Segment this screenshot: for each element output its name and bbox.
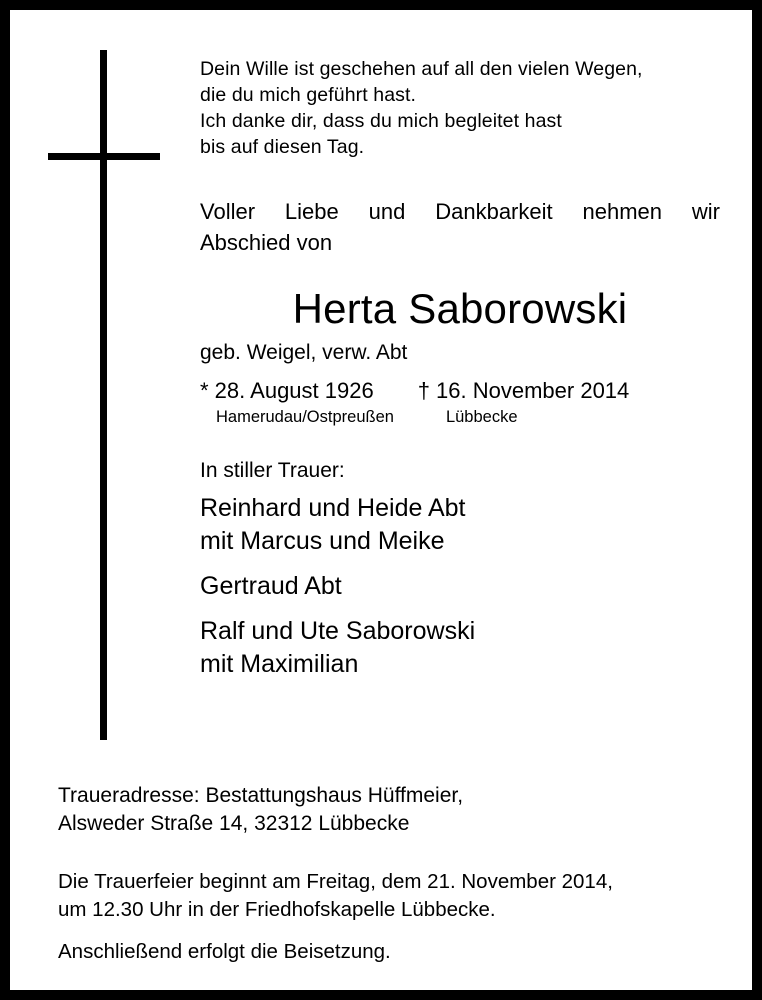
notice-inner <box>10 10 752 990</box>
address-line-1: Traueradresse: Bestattungshaus Hüffmeier, <box>58 784 464 807</box>
mourner-group <box>200 570 745 603</box>
verse-line-3: Ich danke dir, dass du mich begleitet hast <box>200 110 562 132</box>
verse-line-1: Dein Wille ist geschehen auf all den vielen Wegen, <box>200 58 643 80</box>
life-dates <box>200 378 745 404</box>
ceremony-line-3: Anschließend erfolgt die Beisetzung. <box>58 940 391 963</box>
mourner-line: Reinhard und Heide Abt <box>200 494 466 522</box>
mourner-line: mit Marcus und Meike <box>200 527 445 555</box>
birth-date: * 28. August 1926 <box>200 378 374 403</box>
intro-block <box>200 196 720 258</box>
mourner-line: Gertraud Abt <box>200 572 342 600</box>
mourning-label: In stiller Trauer: <box>200 459 345 482</box>
mourner-line: Ralf und Ute Saborowski <box>200 617 476 645</box>
mourning-address <box>58 782 738 838</box>
verse-line-2: die du mich geführt hast. <box>200 84 417 106</box>
ceremony-line-2: um 12.30 Uhr in der Friedhofskapelle Lübbecke. <box>58 898 496 921</box>
deceased-name: Herta Saborowski <box>292 285 628 332</box>
address-line-2: Alsweder Straße 14, 32312 Lübbecke <box>58 812 410 835</box>
birth-place: Hamerudau/Ostpreußen <box>216 408 394 426</box>
cross-horizontal-bar <box>48 153 160 160</box>
ceremony-line-1: Die Trauerfeier beginnt am Freitag, dem 21. November 2014, <box>58 870 613 893</box>
death-date: † 16. November 2014 <box>417 378 630 403</box>
death-place: Lübbecke <box>445 408 518 426</box>
mourner-group <box>200 615 745 681</box>
verse-block <box>200 56 745 160</box>
text-column <box>200 56 745 681</box>
life-places <box>200 407 745 428</box>
intro-line-2: Abschied von <box>200 230 333 255</box>
deceased-born-name: geb. Weigel, verw. Abt <box>200 341 408 364</box>
mourners-list <box>200 492 745 681</box>
mourner-group <box>200 492 745 558</box>
intro-line-1: Voller Liebe und Dankbarkeit nehmen wir <box>200 199 720 224</box>
cross-icon <box>40 50 150 740</box>
verse-line-4: bis auf diesen Tag. <box>200 136 365 158</box>
ceremony-info <box>58 868 738 966</box>
mourner-line: mit Maximilian <box>200 650 359 678</box>
